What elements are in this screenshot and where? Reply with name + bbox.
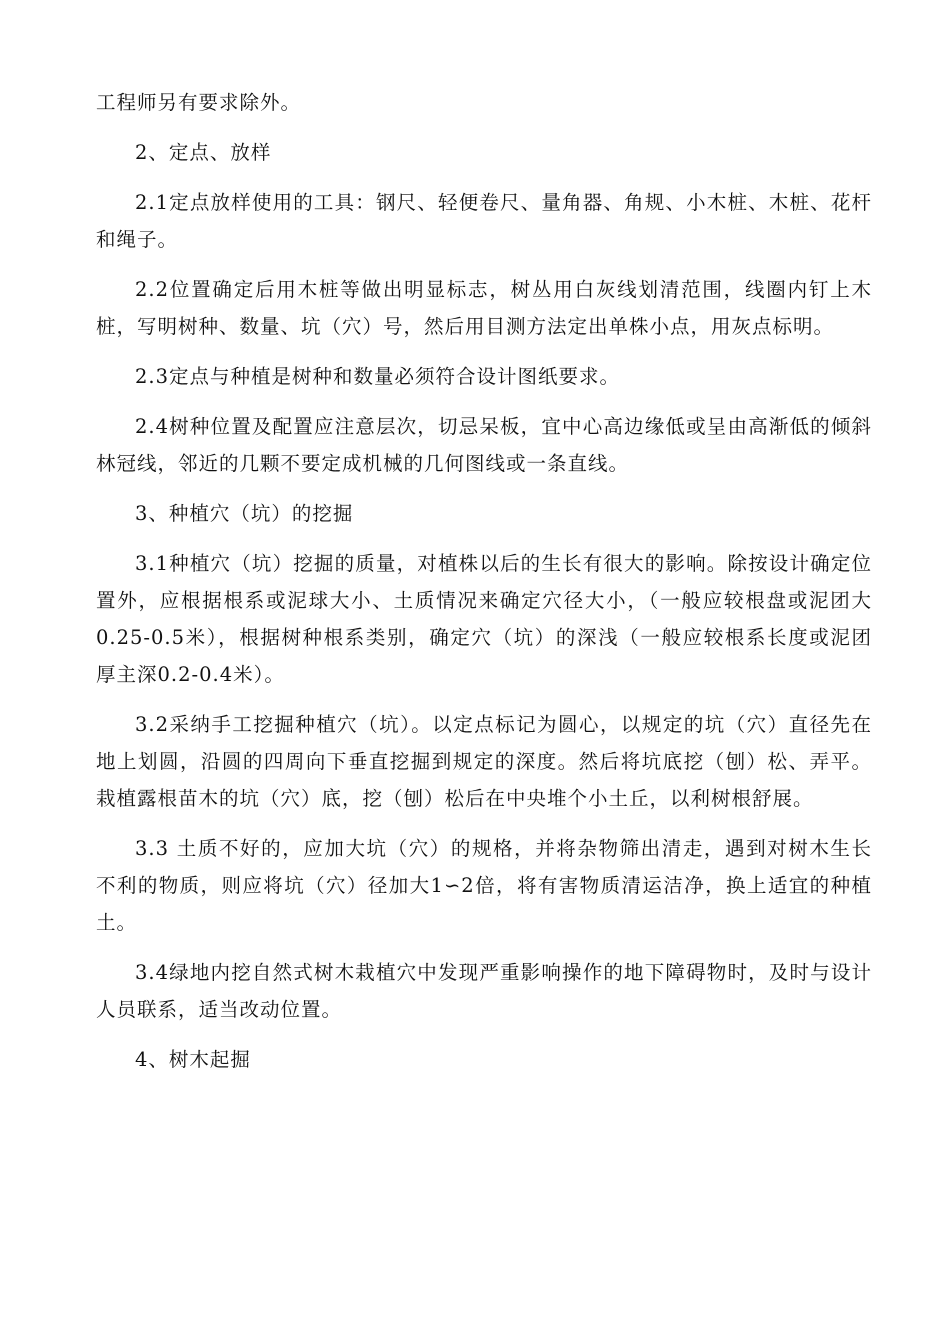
paragraph-2-1: 2.1定点放样使用的工具：钢尺、轻便卷尺、量角器、角规、小木桩、木桩、花杆和绳子。 [96, 191, 872, 251]
paragraph-continuation: 工程师另有要求除外。 [96, 91, 302, 114]
document-page [96, 84, 872, 1091]
section-heading-2: 2、定点、放样 [135, 141, 272, 164]
paragraph-2-4: 2.4树种位置及配置应注意层次，切忌呆板，宜中心高边缘低或呈由高渐低的倾斜林冠线，邻近的几颗不要定成机械的几何图线或一条直线。 [96, 415, 872, 475]
section-heading-3: 3、种植穴（坑）的挖掘 [135, 502, 354, 525]
paragraph-3-3: 3.3 土质不好的，应加大坑（穴）的规格，并将杂物筛出清走，遇到对树木生长不利的物质，则应将坑（穴）径加大1∽2倍，将有害物质清运洁净，换上适宜的种植土。 [96, 837, 872, 934]
paragraph-3-2: 3.2采纳手工挖掘种植穴（坑）。以定点标记为圆心，以规定的坑（穴）直径先在地上划圆，沿圆的四周向下垂直挖掘到规定的深度。然后将坑底挖（刨）松、弄平。栽植露根苗木的坑（穴）底，挖（刨）松后在中央堆个小土丘，以利树根舒展。 [96, 713, 872, 810]
paragraph-3-4: 3.4绿地内挖自然式树木栽植穴中发现严重影响操作的地下障碍物时，及时与设计人员联系，适当改动位置。 [96, 961, 872, 1021]
paragraph-3-1: 3.1种植穴（坑）挖掘的质量，对植株以后的生长有很大的影响。除按设计确定位置外，应根据根系或泥球大小、土质情况来确定穴径大小，（一般应较根盘或泥团大0.25-0.5米），根据树种根系类别，确定穴（坑）的深浅（一般应较根系长度或泥团厚主深0.2-0.4米）。 [96, 552, 872, 686]
section-heading-4: 4、树木起掘 [135, 1048, 251, 1071]
paragraph-2-2: 2.2位置确定后用木桩等做出明显标志，树丛用白灰线划清范围，线圈内钉上木桩，写明树种、数量、坑（穴）号，然后用目测方法定出单株小点，用灰点标明。 [96, 278, 872, 338]
paragraph-2-3: 2.3定点与种植是树种和数量必须符合设计图纸要求。 [135, 365, 621, 388]
